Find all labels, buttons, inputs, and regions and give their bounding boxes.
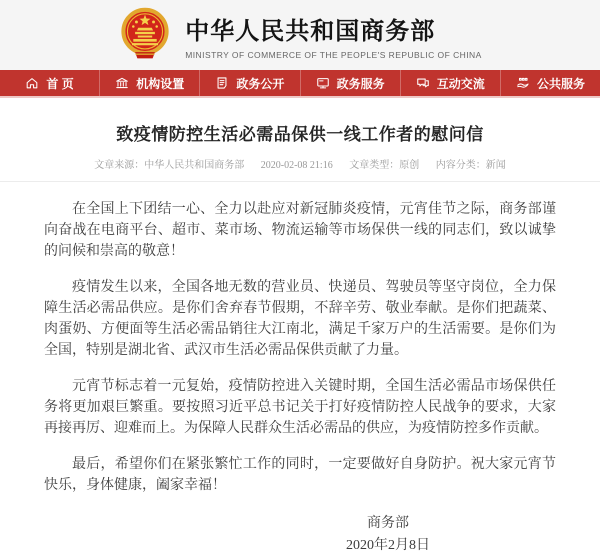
nav-item-label: 政务服务 [336, 76, 385, 91]
home-icon [25, 76, 39, 90]
article-datetime: 2020-02-08 21:16 [260, 160, 333, 171]
site-header [0, 0, 600, 70]
article-category: 内容分类：新闻 [435, 160, 506, 171]
nav-item-label: 公共服务 [536, 76, 585, 91]
institution-icon [115, 76, 129, 90]
paragraph: 疫情发生以来，全国各地无数的营业员、快递员、驾驶员等坚守岗位，全力保障生活必需品供应。是你们舍弃春节假期，不辞辛劳、敬业奉献。是你们把蔬菜、肉蛋奶、方便面等生活必需品销往大江南北，满足千家万户的生活需要。是你们为全国，特别是湖北省、武汉市生活必需品保供贡献了力量。 [44, 280, 556, 358]
article-meta [0, 156, 600, 171]
nav-item-institutions[interactable] [100, 70, 200, 96]
nav-item-label: 机构设置 [136, 76, 185, 91]
nav-item-label: 首 页 [46, 76, 74, 91]
article-head [0, 98, 600, 182]
article-body [0, 182, 600, 557]
signature-date: 2020年2月8日 [346, 538, 430, 553]
chat-icon [416, 76, 430, 90]
nav-item-public-services[interactable] [501, 70, 600, 96]
nav-item-label: 互动交流 [436, 76, 485, 91]
national-emblem-icon [118, 7, 172, 63]
nav-item-home[interactable] [0, 70, 100, 96]
service-hand-icon [516, 76, 530, 90]
signature-block [288, 513, 488, 557]
nav-item-label: 政务公开 [236, 76, 285, 91]
document-icon [215, 76, 229, 90]
main-nav [0, 70, 600, 98]
site-title: 中华人民共和国商务部 [185, 17, 436, 45]
paragraph: 在全国上下团结一心、全力以赴应对新冠肺炎疫情，元宵佳节之际，商务部谨向奋战在电商平台、超市、菜市场、物流运输等市场保供一线的同志们，致以诚挚的问候和崇高的敬意！ [44, 202, 556, 259]
paragraph: 元宵节标志着一元复始，疫情防控进入关键时期，全国生活必需品市场保供任务将更加艰巨繁重。要按照习近平总书记关于打好疫情防控人民战争的要求，大家再接再厉、迎难而上。为保障人民群众生活必需品的供应，为疫情防控多作贡献。 [44, 379, 556, 436]
ministry-logo [118, 7, 482, 63]
nav-item-gov-affairs[interactable] [200, 70, 300, 96]
monitor-icon [316, 76, 330, 90]
nav-item-interaction[interactable] [401, 70, 501, 96]
article-source: 文章来源：中华人民共和国商务部 [94, 160, 245, 171]
article-title: 致疫情防控生活必需品保供一线工作者的慰问信 [116, 125, 484, 144]
signature-author: 商务部 [367, 516, 409, 531]
article-type: 文章类型：原创 [349, 160, 420, 171]
site-subtitle-english: MINISTRY OF COMMERCE OF THE PEOPLE'S REPUBLIC OF CHINA [185, 49, 482, 60]
nav-item-gov-services[interactable] [301, 70, 401, 96]
paragraph: 最后，希望你们在紧张繁忙工作的同时，一定要做好自身防护。祝大家元宵节快乐，身体健康，阖家幸福！ [44, 457, 556, 493]
article [0, 98, 600, 557]
